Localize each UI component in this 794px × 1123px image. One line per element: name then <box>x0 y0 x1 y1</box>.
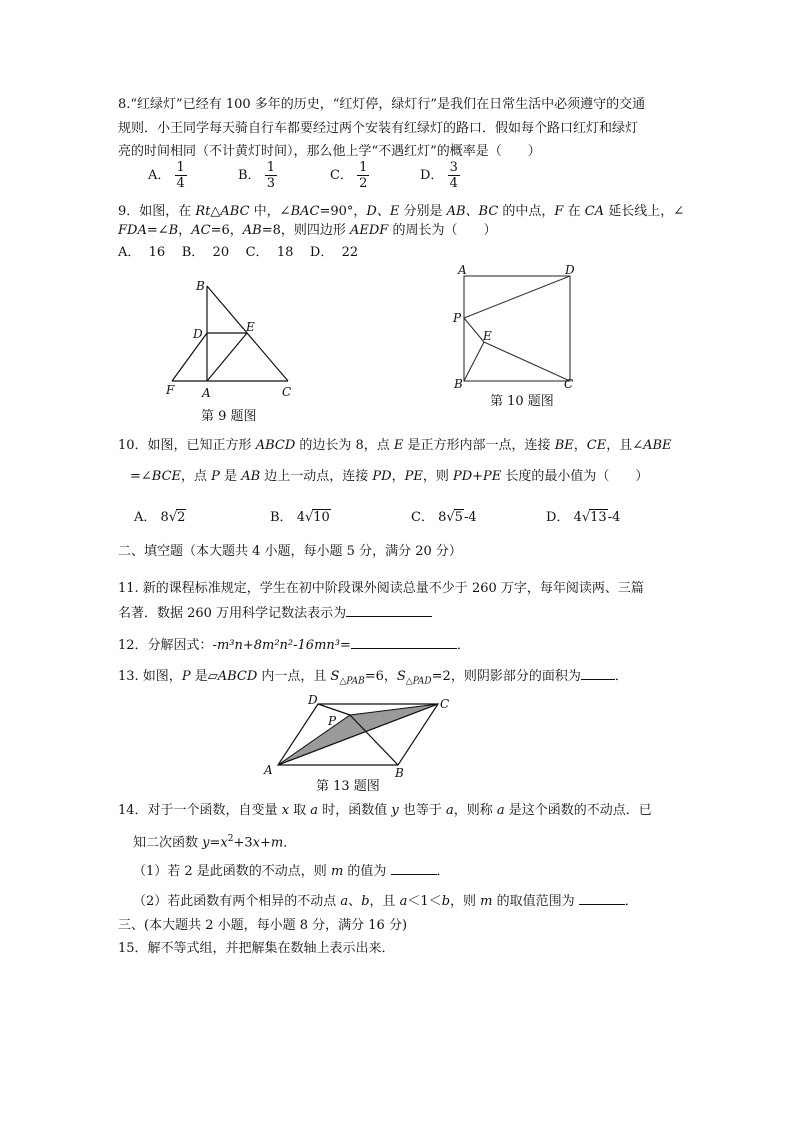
q10-option-d: D． 4√13-4 <box>546 510 621 525</box>
fig10-label-e: E <box>483 329 492 343</box>
q12-answer-blank[interactable] <box>351 648 457 649</box>
figure-9 <box>160 278 310 400</box>
section-3-heading: 三、(本大题共 2 小题，每小题 8 分，满分 16 分) <box>118 918 408 933</box>
q14-line1: 14．对于一个函数，自变量 x 取 a 时，函数值 y 也等于 a，则称 a 是这个函数的不动点．已 <box>118 803 652 818</box>
fig10-label-p: P <box>453 311 462 325</box>
q14-sub2-answer-blank[interactable] <box>579 904 625 905</box>
fig10-label-a: A <box>458 263 467 277</box>
fig13-label-b: B <box>395 766 404 780</box>
q10-option-c: C． 8√5-4 <box>411 510 477 525</box>
fig13-label-c: C <box>440 697 450 711</box>
q8-option-b: B． $\frac{1}{3}$ <box>238 160 275 191</box>
fig9-caption: 第 9 题图 <box>201 409 257 424</box>
fig9-label-e: E <box>246 320 255 334</box>
figure-13 <box>262 692 462 780</box>
q12-line: 12．分解因式：-m³n+8m²n²-16mn³= ． <box>118 638 470 653</box>
q14-line2: 知二次函数 $y=x^2+3x+m$． <box>133 834 297 851</box>
fig13-label-p: P <box>328 714 337 728</box>
q14-sub2: （2）若此函数有两个相异的不动点 a、b，且 a＜1＜b，则 m 的取值范围为 ． <box>133 894 638 909</box>
q9-options: A． 16 B． 20 C． 18 D． 22 <box>118 245 359 260</box>
q11-line2: 名著．数据 260 万用科学记数法表示为 <box>118 605 432 623</box>
fig9-label-c: C <box>282 385 292 399</box>
fig10-caption: 第 10 题图 <box>490 394 554 409</box>
q10-line1: 10．如图，已知正方形 ABCD 的边长为 8，点 E 是正方形内部一点，连接 BE，CE，且∠ABE <box>118 438 672 453</box>
fig10-segment-ec <box>484 342 570 381</box>
q10-option-b: B． 4√10 <box>270 510 330 525</box>
fig13-label-a: A <box>264 763 273 777</box>
q8-line1: 8.“红绿灯”已经有 100 多年的历史，“红灯停，绿灯行”是我们在日常生活中必须遵守的交通 <box>118 97 646 112</box>
q14-sub1-answer-blank[interactable] <box>391 874 437 875</box>
fig10-label-d: D <box>565 263 575 277</box>
fig13-diagonal-ac <box>278 704 438 765</box>
q8-line3: 亮的时间相同（不计黄灯时间），那么他上学“不遇红灯”的概率是（ ） <box>118 144 541 159</box>
q8-option-c: C． $\frac{1}{2}$ <box>330 160 368 191</box>
q15-line: 15．解不等式组，并把解集在数轴上表示出来． <box>118 941 395 956</box>
q13-line: 13. 如图，P 是▱ABCD 内一点，且 $S_{\triangle PAB}=6$，$S_{\triangle PAD}=2$，则阴影部分的面积为 ． <box>118 669 628 687</box>
fig10-label-c: C <box>564 377 574 390</box>
fig10-square <box>464 276 570 381</box>
fig13-label-d: D <box>308 693 318 707</box>
q10-option-a: A． 8√2 <box>134 510 186 525</box>
q9-line2: FDA=∠B，AC=6，AB=8，则四边形 AEDF 的周长为（ ） <box>118 223 497 238</box>
fig10-segment-pd <box>464 276 570 318</box>
figure-10 <box>448 262 583 390</box>
q11-answer-blank[interactable] <box>346 616 432 617</box>
q10-line2: =∠BCE，点 P 是 AB 边上一动点，连接 PD，PE，则 PD+PE 长度的最小值为（ ） <box>130 469 649 484</box>
q13-answer-blank[interactable] <box>581 679 615 680</box>
fig13-caption: 第 13 题图 <box>316 779 380 794</box>
fig9-label-a: A <box>202 386 211 400</box>
q8-line2: 规则．小王同学每天骑自行车都要经过两个安装有红绿灯的路口．假如每个路口红灯和绿灯 <box>118 121 639 136</box>
section-2-heading: 二、填空题（本大题共 4 小题，每小题 5 分，满分 20 分） <box>118 544 462 559</box>
fig10-segment-pe <box>464 318 484 342</box>
fig10-label-b: B <box>454 377 463 390</box>
fig9-segment-ea <box>207 333 247 381</box>
q8-option-d: D． $\frac{3}{4}$ <box>420 160 458 191</box>
fig9-label-f: F <box>166 383 175 397</box>
q9-line1: 9．如图，在 Rt△ABC 中，∠BAC=90°，D、E 分别是 AB、BC 的中点，F 在 CA 延长线上，∠ <box>118 204 685 219</box>
fig10-segment-eb <box>464 342 484 381</box>
q14-sub1: （1）若 2 是此函数的不动点，则 m 的值为 ． <box>133 864 450 879</box>
fig9-label-b: B <box>196 279 205 293</box>
q8-option-a: A． $\frac{1}{4}$ <box>148 160 185 191</box>
q11-line1: 11. 新的课程标准规定，学生在初中阶段课外阅读总量不少于 260 万字，每年阅读两、三篇 <box>118 581 644 596</box>
fig9-label-d: D <box>193 327 203 341</box>
